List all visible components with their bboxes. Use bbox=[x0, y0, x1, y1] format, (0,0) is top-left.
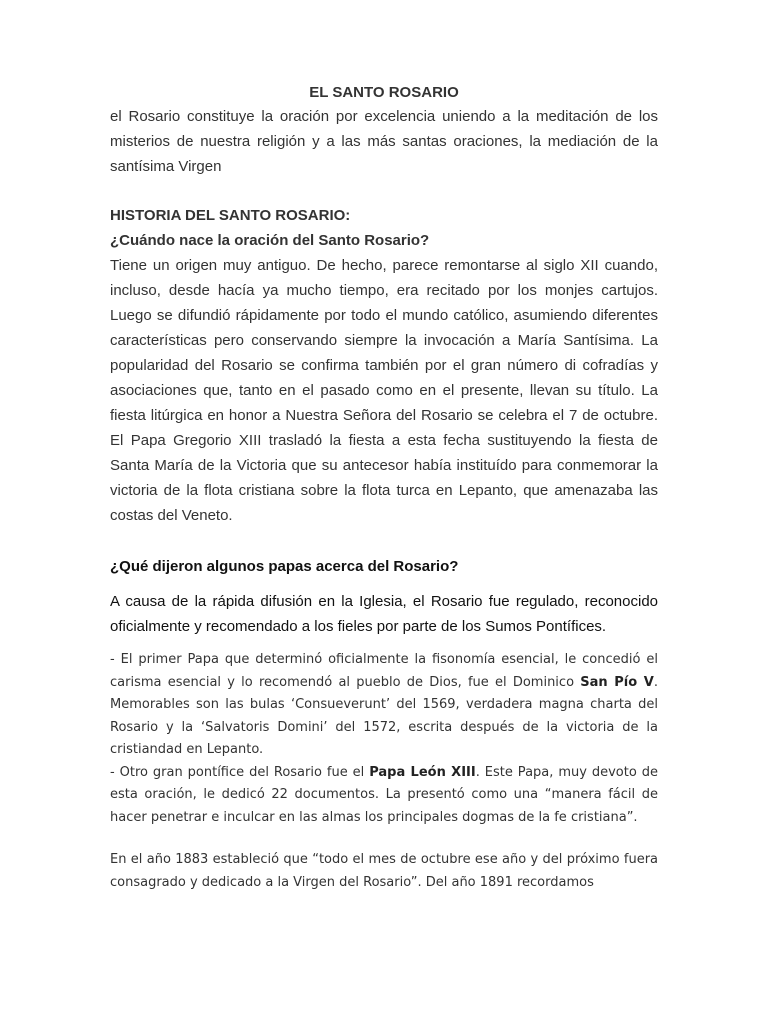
papas-paragraph-pio bbox=[110, 649, 658, 762]
papas-lead: A causa de la rápida difusión en la Iglesia, el Rosario fue regulado, reconocido oficialmente y recomendado a los fieles por parte de los Sumos Pontífices. bbox=[110, 593, 658, 635]
historia-question: ¿Cuándo nace la oración del Santo Rosario? bbox=[110, 232, 430, 249]
papas-paragraph-leon bbox=[110, 762, 658, 830]
papas-question: ¿Qué dijeron algunos papas acerca del Rosario? bbox=[110, 558, 459, 575]
text-run: . Este Papa, muy devoto de esta oración, le dedicó 22 documentos. La presentó como una “manera fácil de hacer penetrar e inculcar en las almas los principales dogmas de la fe cristiana”. bbox=[110, 764, 658, 825]
spacer bbox=[110, 829, 658, 849]
bold-name-leon-xiii: Papa León XIII bbox=[369, 764, 476, 780]
bold-name-san-pio: San Pío V bbox=[580, 674, 654, 690]
text-run: . Memorables son las bulas ‘Consueverunt’ del 1569, verdadera magna charta del Rosario y la ‘Salvatoris Domini’ del 1572, escrita después de la victoria de la cristiandad en Lepanto. bbox=[110, 674, 658, 757]
spacer bbox=[110, 579, 658, 589]
papas-paragraph-1883: En el año 1883 estableció que “todo el mes de octubre ese año y del próximo fuera consagrado y dedicado a la Virgen del Rosario”. Del año 1891 recordamos bbox=[110, 852, 658, 890]
intro-paragraph: el Rosario constituye la oración por excelencia uniendo a la meditación de los misterios de nuestra religión y a las más santas oraciones, la mediación de la santísima Virgen bbox=[110, 108, 658, 175]
text-run: - El primer Papa que determinó oficialmente la fisonomía esencial, le concedió el carisma esencial y lo recomendó al pueblo de Dios, fue el Dominico bbox=[110, 652, 658, 690]
document-page bbox=[110, 82, 658, 894]
historia-body: Tiene un origen muy antiguo. De hecho, parece remontarse al siglo XII cuando, incluso, desde hacía ya mucho tiempo, era recitado por los monjes cartujos. Luego se difundió rápidamente por todo el mundo católico, asumiendo diferentes características pero conservando siempre la invocación a María Santísima. La popularidad del Rosario se confirma también por el gran número di cofradías y asociaciones que, tanto en el pasado como en el presente, llevan su título. La fiesta litúrgica en honor a Nuestra Señora del Rosario se celebra el 7 de octubre. El Papa Gregorio XIII trasladó la fiesta a esta fecha sustituyendo la fiesta de Santa María de la Victoria que su antecesor había instituído para conmemorar la victoria de la flota cristiana sobre la flota turca en Lepanto, que amenazaba las costas del Veneto. bbox=[110, 257, 658, 524]
text-run: - Otro gran pontífice del Rosario fue el bbox=[110, 764, 370, 780]
spacer bbox=[110, 179, 658, 203]
spacer bbox=[110, 639, 658, 649]
document-title: EL SANTO ROSARIO bbox=[309, 84, 459, 101]
historia-heading: HISTORIA DEL SANTO ROSARIO: bbox=[110, 207, 351, 224]
spacer bbox=[110, 528, 658, 554]
